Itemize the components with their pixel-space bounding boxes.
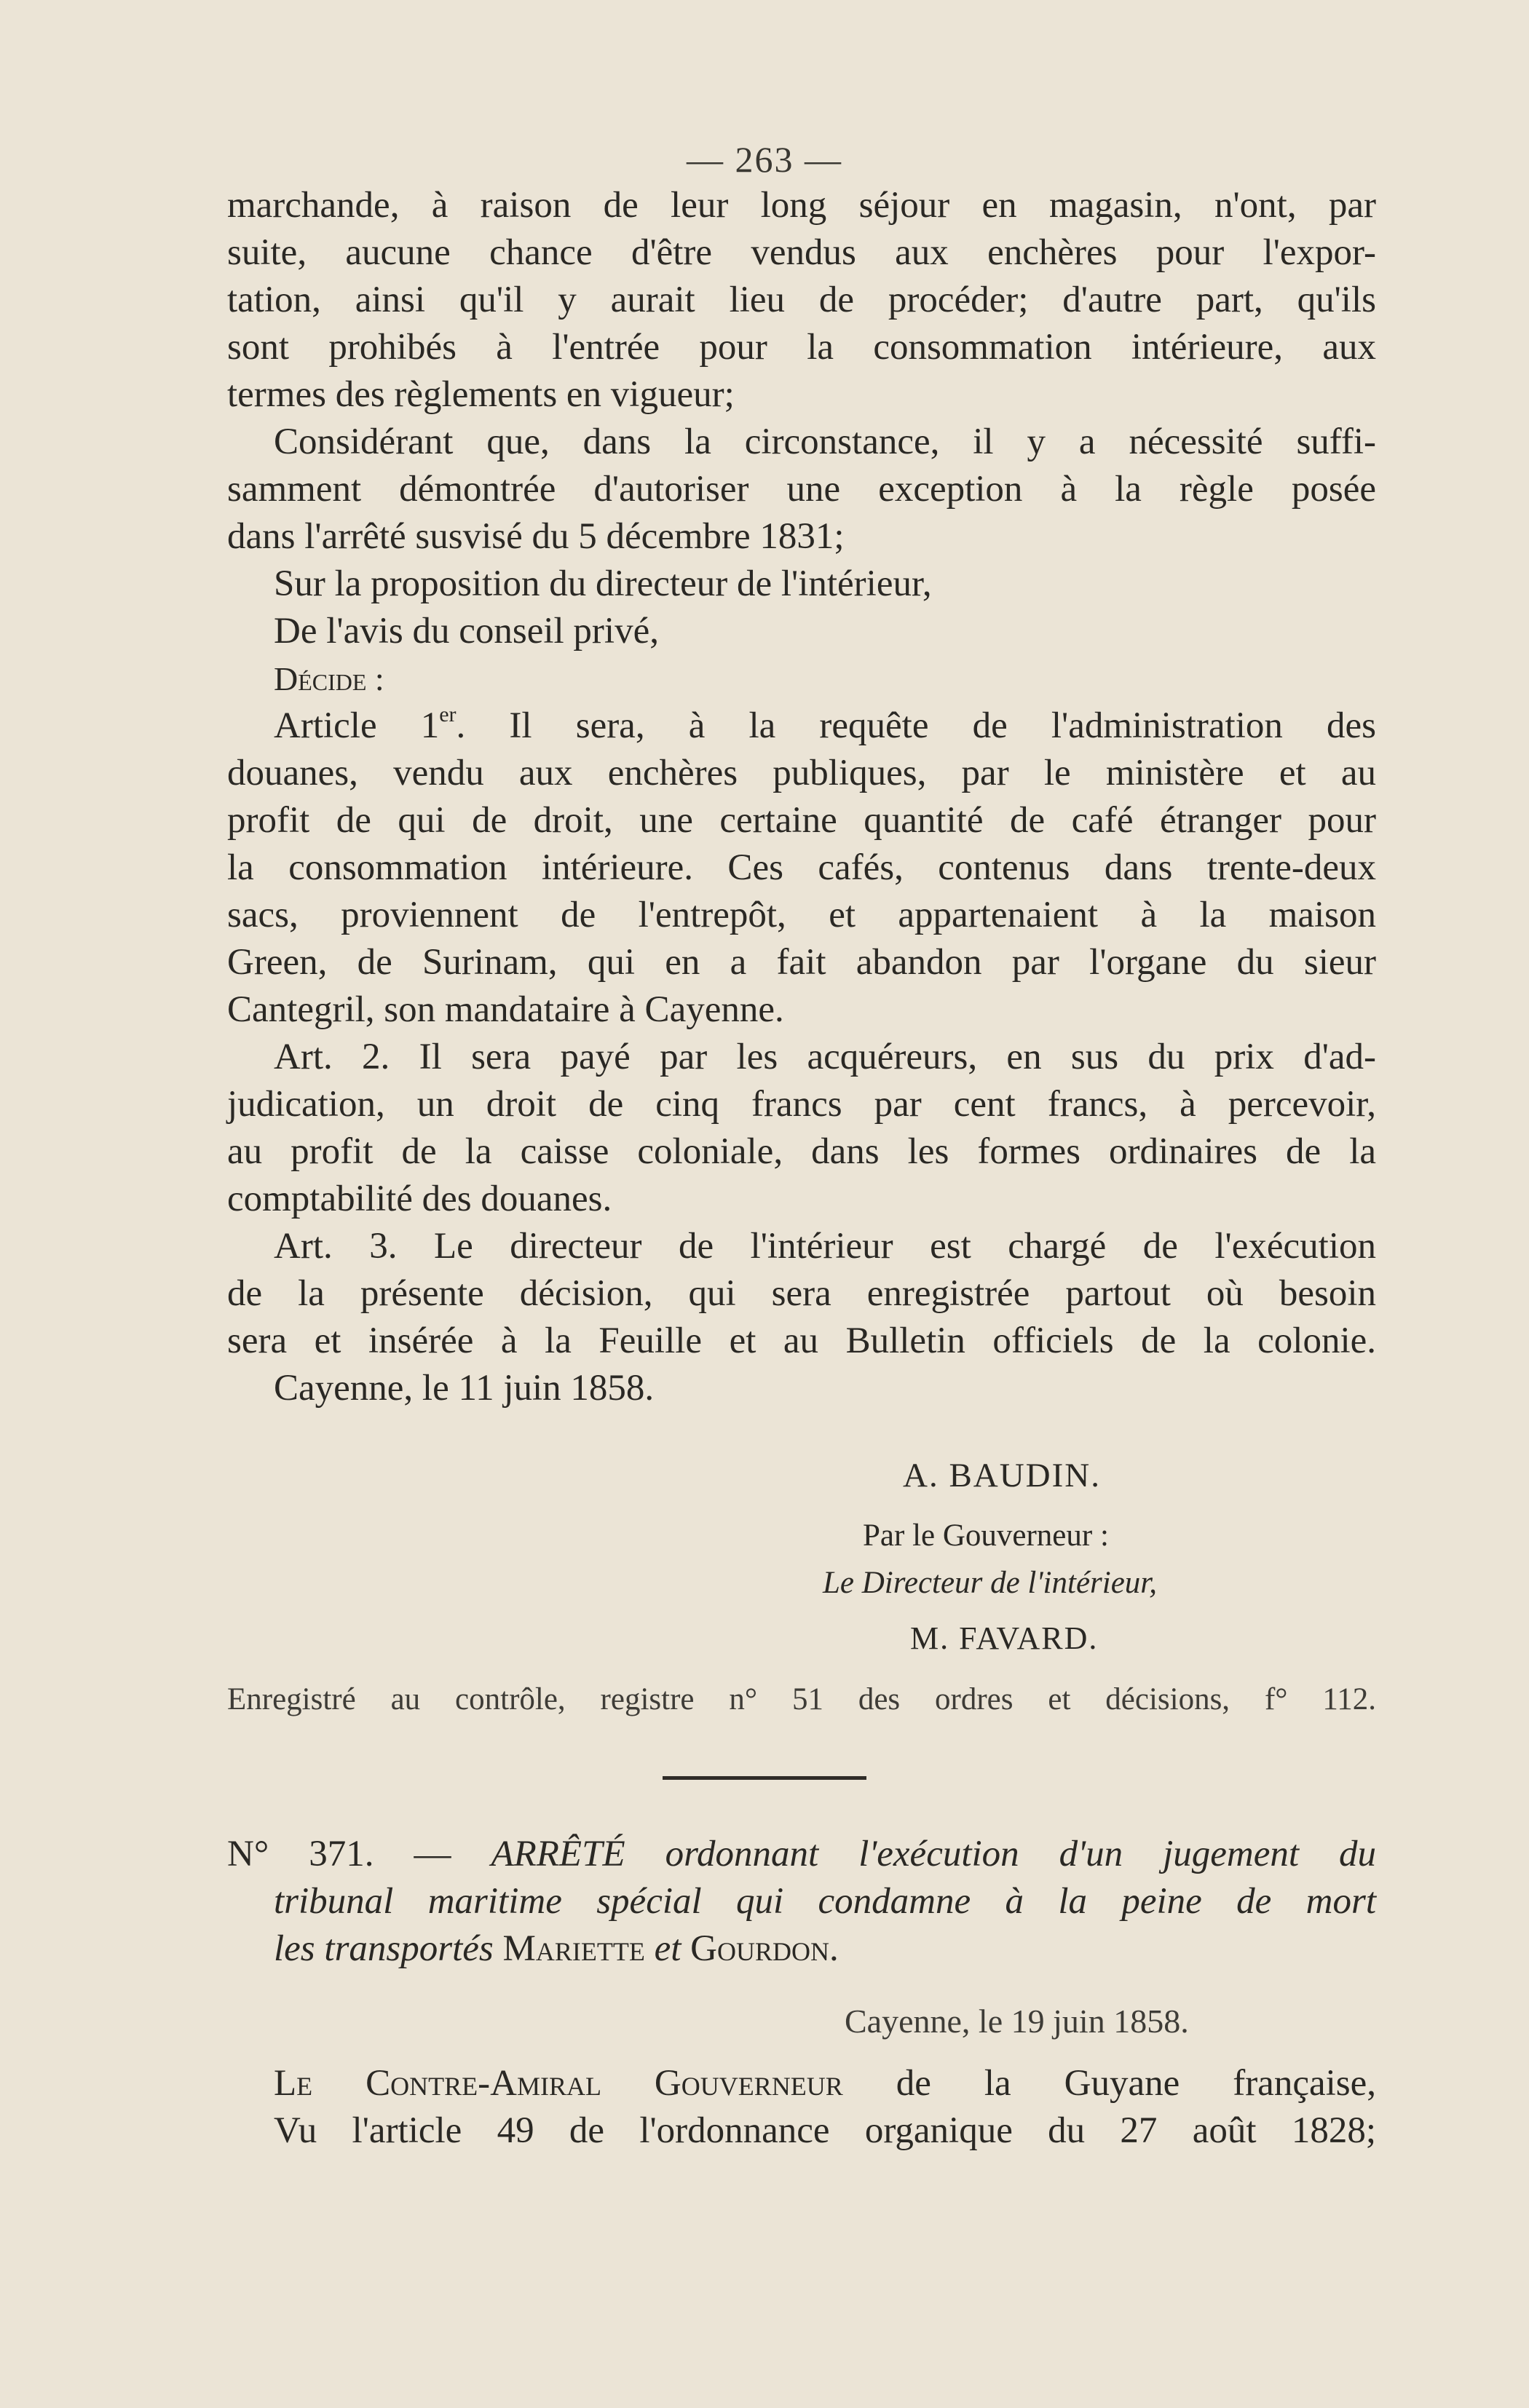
governor-title: Le Contre-Amiral Gouverneur	[274, 2063, 843, 2104]
body-text	[227, 182, 1376, 1412]
article-1-line: douanes, vendu aux enchères publiques, par le ministère et au	[227, 753, 1376, 793]
article-2-line: comptabilité des douanes.	[227, 1179, 612, 1219]
act-body-line	[227, 2060, 1376, 2107]
date-line: Cayenne, le 11 juin 1858.	[274, 1368, 655, 1409]
article-1-line: Cantegril, son mandataire à Cayenne.	[227, 989, 784, 1030]
registration-note: Enregistré au contrôle, registre n° 51 des ordres et décisions, f° 112.	[227, 1682, 1376, 1716]
act-heading-line: tribunal maritime spécial qui condamne à la peine de mort	[274, 1881, 1376, 1922]
considerant-line: dans l'arrêté susvisé du 5 décembre 1831;	[227, 516, 845, 557]
article-2-line: au profit de la caisse coloniale, dans les formes ordinaires de la	[227, 1131, 1376, 1172]
intro-line: suite, aucune chance d'être vendus aux enchères pour l'expor-	[227, 232, 1376, 273]
considerant-line: Considérant que, dans la circonstance, il y a nécessité suffi-	[274, 421, 1376, 462]
act-number: N° 371. —	[227, 1834, 451, 1874]
act-heading-line	[227, 1925, 1376, 1973]
article-1-line: la consommation intérieure. Ces cafés, contenus dans trente-deux	[227, 847, 1376, 888]
section-divider	[663, 1776, 866, 1780]
article-1-sup: er	[439, 702, 457, 726]
condemned-name: Mariette	[502, 1928, 645, 1969]
proposition-line: Sur la proposition du directeur de l'intérieur,	[274, 563, 932, 604]
intro-line: marchande, à raison de leur long séjour en magasin, n'ont, par	[227, 185, 1376, 226]
intro-line: termes des règlements en vigueur;	[227, 374, 735, 415]
article-1-line: profit de qui de droit, une certaine quantité de café étranger pour	[227, 800, 1376, 841]
governor-title-rest: de la Guyane française,	[896, 2063, 1376, 2104]
article-3-line: Art. 3. Le directeur de l'intérieur est chargé de l'exécution	[274, 1226, 1376, 1267]
article-3-line: sera et insérée à la Feuille et au Bulletin officiels de la colonie.	[227, 1320, 1376, 1361]
article-1-line	[227, 702, 1376, 750]
decide-heading: Décide :	[274, 660, 384, 697]
article-1-text: . Il sera, à la requête de l'administration des	[456, 705, 1376, 746]
act-heading	[227, 1831, 1376, 1973]
page-number: — 263 —	[687, 139, 842, 180]
act-dateline: Cayenne, le 19 juin 1858.	[845, 2003, 1189, 2040]
act-body	[227, 2060, 1376, 2155]
intro-line: sont prohibés à l'entrée pour la consommation intérieure, aux	[227, 327, 1376, 368]
act-heading-line	[227, 1831, 1376, 1878]
article-1-prefix: Article 1	[274, 705, 440, 746]
act-body-line: Vu l'article 49 de l'ordonnance organique du 27 août 1828;	[274, 2110, 1376, 2151]
intro-line: tation, ainsi qu'il y aurait lieu de procéder; d'autre part, qu'ils	[227, 280, 1376, 320]
par-le-gouverneur: Par le Gouverneur :	[863, 1518, 1109, 1553]
article-3-line: de la présente décision, qui sera enregistrée partout où besoin	[227, 1273, 1376, 1314]
conjunction: et	[654, 1928, 681, 1969]
act-title-part: les transportés	[274, 1928, 494, 1969]
governor-signature: A. BAUDIN.	[903, 1457, 1101, 1494]
director-signature: M. FAVARD.	[910, 1620, 1099, 1656]
act-title: ARRÊTÉ ordonnant l'exécution d'un jugement du	[491, 1834, 1377, 1874]
article-2-line: judication, un droit de cinq francs par cent francs, à percevoir,	[227, 1084, 1376, 1125]
article-1-line: sacs, proviennent de l'entrepôt, et appartenaient à la maison	[227, 895, 1376, 935]
article-1-line: Green, de Surinam, qui en a fait abandon par l'organe du sieur	[227, 942, 1376, 983]
condemned-name: Gourdon.	[690, 1928, 839, 1969]
director-title: Le Directeur de l'intérieur,	[823, 1566, 1158, 1600]
considerant-line: samment démontrée d'autoriser une exception à la règle posée	[227, 469, 1376, 510]
avis-line: De l'avis du conseil privé,	[274, 611, 659, 651]
article-2-line: Art. 2. Il sera payé par les acquéreurs, en sus du prix d'ad-	[274, 1037, 1376, 1077]
